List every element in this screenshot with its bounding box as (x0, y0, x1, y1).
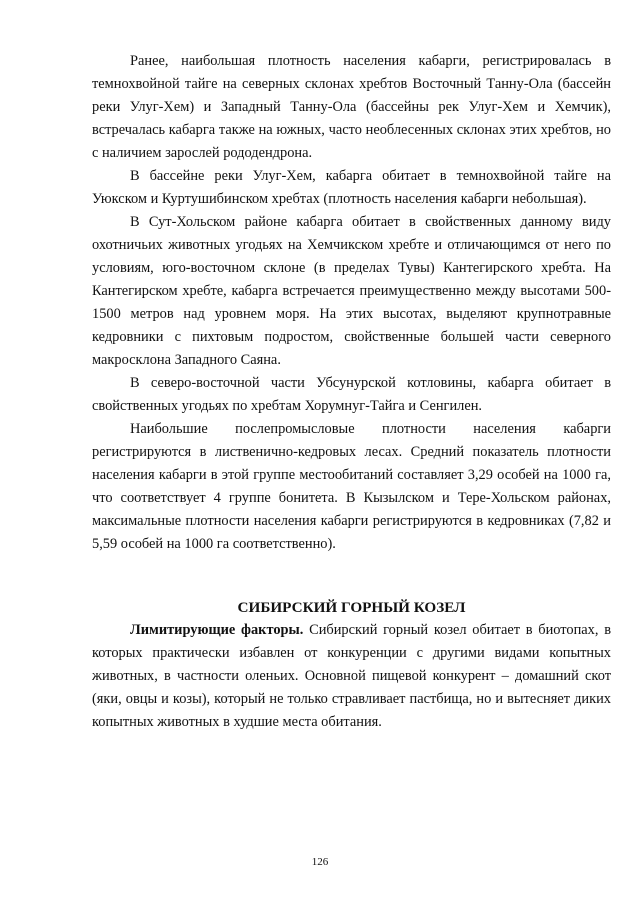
text-body (92, 50, 611, 734)
paragraph-4: В северо-восточной части Убсунурской котловины, кабарга обитает в свойственных угодьях по хребтам Хорумнуг-Тайга и Сенгилен. (92, 375, 611, 414)
paragraph-1: Ранее, наибольшая плотность населения кабарги, регистрировалась в темнохвойной тайге на северных склонах хребтов Восточный Танну-Ола (бассейн реки Улуг-Хем) и Западный Танну-Ола (бассейны рек Улуг-Хем и Хемчик), встречалась кабарга также на южных, часто необлесенных склонах этих хребтов, но с наличием зарослей рододендрона. (92, 53, 611, 161)
paragraph-2: В бассейне реки Улуг-Хем, кабарга обитает в темнохвойной тайге на Уюкском и Куртушибинском хребтах (плотность населения кабарги небольшая). (92, 168, 611, 207)
page-number: 126 (311, 856, 329, 868)
paragraph-5: Наибольшие послепромысловые плотности населения кабарги регистрируются в лиственично-кедровых лесах. Средний показатель плотности населения кабарги в этой группе местообитаний составляет 3,29 особей на 1000 га, что соответствует 4 группе бонитета. В Кызылском и Тере-Хольском районах, максимальные плотности населения кабарги регистрируются в кедровниках (7,82 и 5,59 особей на 1000 га соответственно). (92, 421, 611, 552)
section-heading: СИБИРСКИЙ ГОРНЫЙ КОЗЕЛ (237, 599, 466, 616)
paragraph-3: В Сут-Хольском районе кабарга обитает в свойственных данному виду охотничьих животных угодьях на Хемчикском хребте и отличающимся от него по условиям, юго-восточном склоне (в пределах Тувы) Кантегирского хребта. На Кантегирском хребте, кабарга встречается преимущественно между высотами 500-1500 метров над уровнем моря. На этих высотах, выделяют крупнотравные кедровники с пихтовым подростом, свойственные большей части северного макросклона Западного Саяна. (92, 214, 611, 368)
section-paragraph (92, 619, 611, 734)
section-lead-text: Лимитирующие факторы. (130, 622, 304, 638)
section-body-text: Сибирский горный козел обитает в биотопах, в которых практически избавлен от конкуренции с другими видами копытных животных, в частности оленьих. Основной пищевой конкурент – домашний скот (яки, овцы и козы), который не только стравливает пастбища, но и вытесняет диких копытных животных в худшие места обитания. (92, 622, 611, 730)
